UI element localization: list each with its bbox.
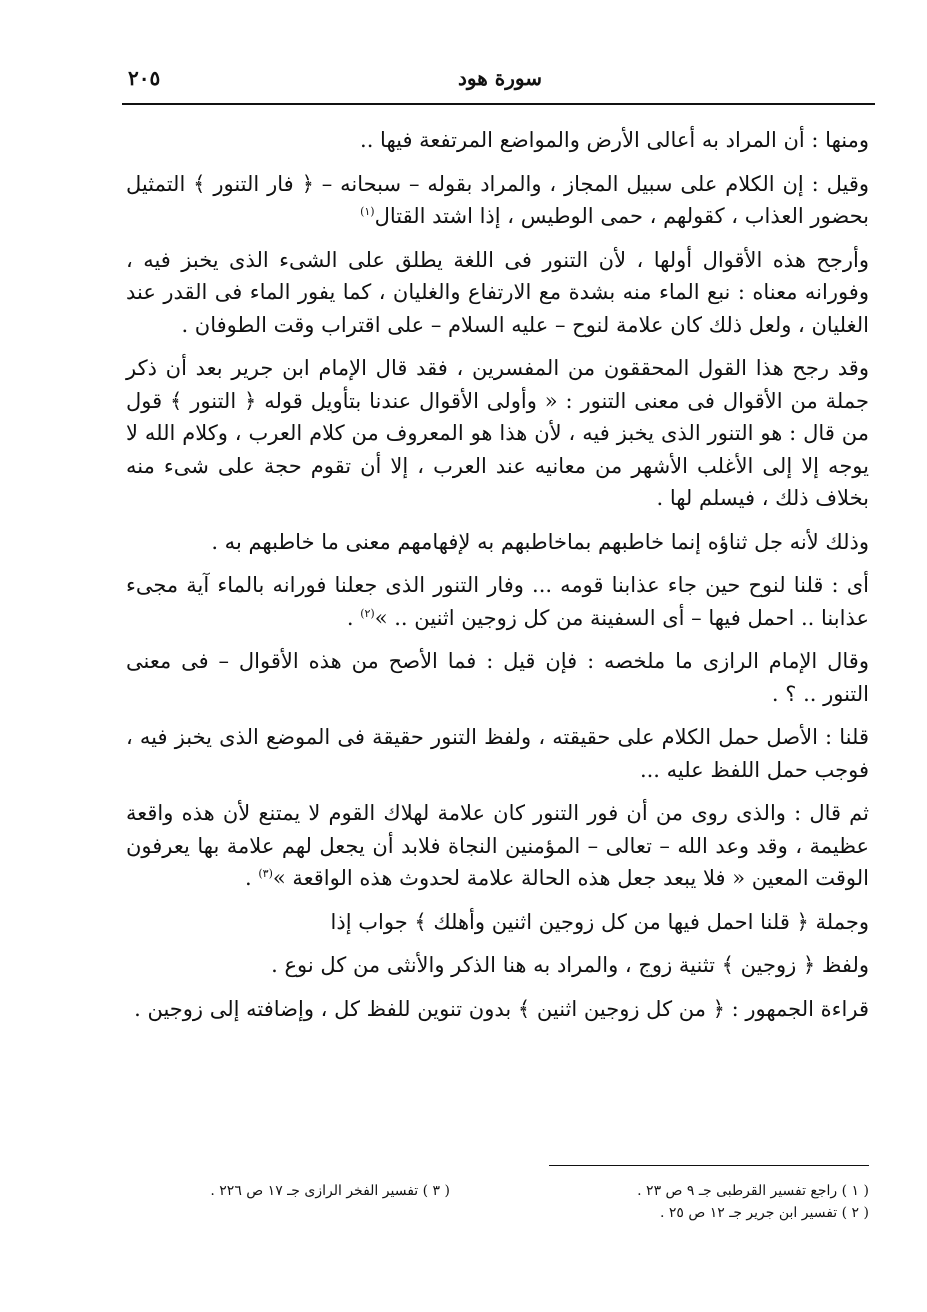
paragraph: وقال الإمام الرازى ما ملخصه : فإن قيل : فما الأصح من هذه الأقوال – فى معنى التنور .. ؟ . xyxy=(126,649,869,706)
footnote-rule xyxy=(549,1165,869,1166)
paragraph: وأرجح هذه الأقوال أولها ، لأن التنور فى اللغة يطلق على الشىء الذى يخبز فيه ، وفورانه معناه : نبع الماء منه بشدة مع الارتفاع والغليان ، كما يفور الماء فى القدر عند الغليان ، ولعل ذلك كان علامة لنوح – عليه السلام – على اقتراب وقت الطوفان . xyxy=(126,247,869,337)
footnote: ( ٣ ) تفسير الفخر الرازى جـ ١٧ ص ٢٢٦ . xyxy=(210,1183,450,1199)
page-header xyxy=(128,66,872,96)
footnote-marker: (٢) xyxy=(360,606,375,620)
footnote-column-left xyxy=(120,1180,450,1202)
paragraph: قراءة الجمهور : ﴿ من كل زوجين اثنين ﴾ بدون تنوين للفظ كل ، وإضافته إلى زوجين . xyxy=(134,996,869,1021)
paragraph: أى : قلنا لنوح حين جاء عذابنا قومه ... وفار التنور الذى جعلنا فورانه بالماء آية مجىء عذابنا .. احمل فيها – أى السفينة من كل زوجين اثنين .. »$^{(٢)}$ . xyxy=(126,573,869,630)
paragraph: وقد رجح هذا القول المحققون من المفسرين ، فقد قال الإمام ابن جرير بعد أن ذكر جملة من الأقوال فى معنى التنور : « وأولى الأقوال عندنا بتأويل قوله ﴿ التنور ﴾ قول من قال : هو التنور الذى يخبز فيه ، لأن هذا هو المعروف من كلام العرب ، وكلام الله لا يوجه إلا إلى الأغلب الأشهر من معانيه عند العرب ، إلا أن تقوم حجة على شىء منه بخلاف ذلك ، فيسلم لها . xyxy=(126,356,869,510)
footnote: ( ٢ ) تفسير ابن جرير جـ ١٢ ص ٢٥ . xyxy=(659,1205,869,1221)
page-number: ٢٠٥ xyxy=(128,66,161,90)
header-rule xyxy=(122,103,875,105)
paragraph: ثم قال : والذى روى من أن فور التنور كان علامة لهلاك القوم لا يمتنع لأن هذه واقعة عظيمة ، وقد وعد الله – تعالى – المؤمنين النجاة فلابد أن يجعل لهم علامة بها يعرفون الوقت المعين « فلا يبعد جعل هذه الحالة علامة لحدوث هذه الواقعة »$^{(٣)}$ . xyxy=(126,801,869,890)
footnote-marker: (١) xyxy=(360,205,375,218)
paragraph: ولفظ ﴿ زوجين ﴾ تثنية زوج ، والمراد به هنا الذكر والأنثى من كل نوع . xyxy=(271,953,869,977)
paragraph: وجملة ﴿ قلنا احمل فيها من كل زوجين اثنين وأهلك ﴾ جواب إذا xyxy=(330,909,869,934)
paragraph: وذلك لأنه جل ثناؤه إنما خاطبهم بماخاطبهم به لإفهامهم معنى ما خاطبهم به . xyxy=(211,529,869,554)
footnotes xyxy=(120,1180,869,1230)
footnote: ( ١ ) راجع تفسير القرطبى جـ ٩ ص ٢٣ . xyxy=(637,1183,869,1199)
footnote-marker: (٣) xyxy=(258,867,273,880)
paragraph: ومنها : أن المراد به أعالى الأرض والمواضع المرتفعة فيها .. xyxy=(360,128,869,152)
main-text xyxy=(126,124,869,1036)
surah-title: سورة هود xyxy=(458,66,542,90)
paragraph: وقيل : إن الكلام على سبيل المجاز ، والمراد بقوله – سبحانه – ﴿ فار التنور ﴾ التمثيل بحضور العذاب ، كقولهم ، حمى الوطيس ، إذا اشتد القتال$^{(١)}$ xyxy=(126,171,869,228)
paragraph: قلنا : الأصل حمل الكلام على حقيقته ، ولفظ التنور حقيقة فى الموضع الذى يخبز فيه ، فوجب حمل اللفظ عليه ... xyxy=(126,725,869,782)
footnote-column-right xyxy=(539,1180,869,1224)
